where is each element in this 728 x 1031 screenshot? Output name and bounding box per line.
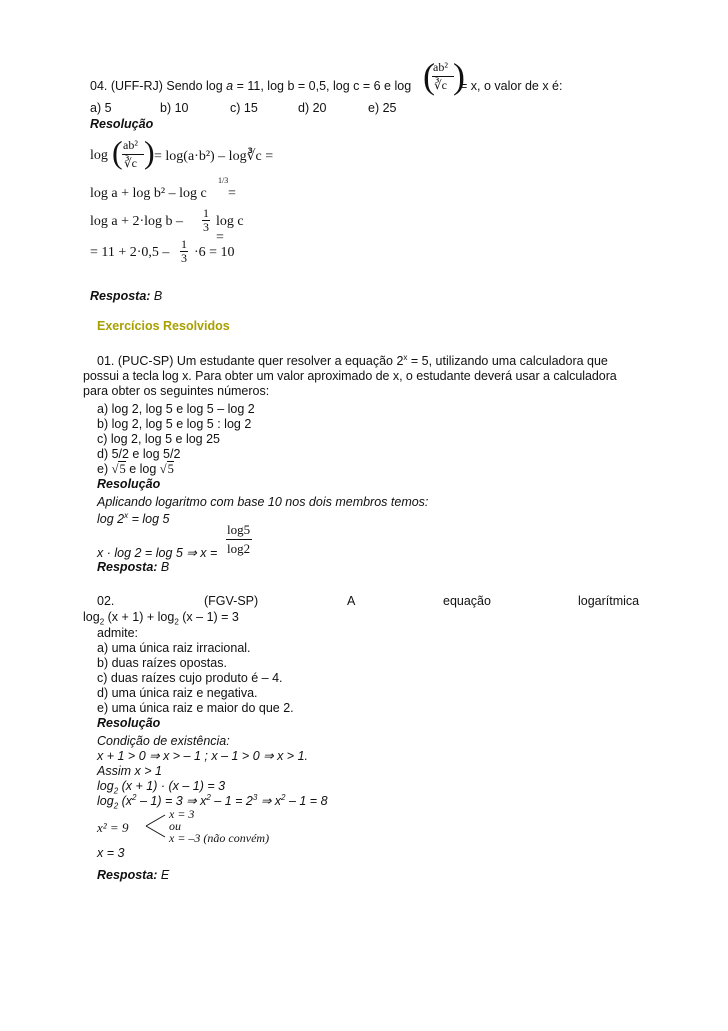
q02-answer: Resposta: E xyxy=(97,868,170,882)
q04-stem: 04. (UFF-RJ) Sendo log a = 11, log b = 0,5, log c = 6 e log xyxy=(90,79,412,93)
q02-final: x = 3 xyxy=(97,846,125,860)
q01-sol-1: Aplicando logaritmo com base 10 nos dois membros temos: xyxy=(97,495,429,509)
q01-option-a: a) log 2, log 5 e log 5 – log 2 xyxy=(97,402,255,416)
q02-option-d: d) uma única raiz e negativa. xyxy=(97,686,258,700)
derivation-line-2: log a + log b² – log c 1/3 = xyxy=(90,176,236,201)
q04-option-d: d) 20 xyxy=(298,101,327,115)
q02-sol-1: Condição de existência: xyxy=(97,734,230,748)
q02-word-3: logarítmica xyxy=(578,594,640,608)
q04-option-e: e) 25 xyxy=(368,101,397,115)
q04-option-b: b) 10 xyxy=(160,101,189,115)
q02-word-2: equação xyxy=(443,594,491,608)
q01-sol-3: x · log 2 = log 5 ⇒ x = xyxy=(97,546,218,560)
q01-line-1: 01. (PUC-SP) Um estudante quer resolver a equação $2^x = 5$, utilizando uma calculadora que xyxy=(97,352,608,368)
q02-option-a: a) uma única raiz irracional. xyxy=(97,641,251,655)
derivation-line-1: log ( ab² ∛c ) = log(a·b²) – log∛c = xyxy=(90,134,274,170)
q04-resolucao-label: Resolução xyxy=(90,117,154,131)
q01-option-c: c) log 2, log 5 e log 25 xyxy=(97,432,220,446)
q04-option-a: a) 5 xyxy=(90,101,112,115)
sqrt-symbol: √5 xyxy=(159,462,174,476)
q01-line-3: para obter os seguintes números: xyxy=(83,384,270,398)
section-heading: Exercícios Resolvidos xyxy=(97,319,230,333)
q01-fraction: log5 log2 xyxy=(227,522,251,556)
derivation-line-4: = 11 + 2·0,5 – $\frac{1}{3}$ ·6 = 10 xyxy=(90,237,235,265)
q01-option-e: e) √5 e log √5 xyxy=(97,462,174,476)
derivation-line-3: log a + 2·log b – $\frac{1}{3}$ log c = xyxy=(90,206,244,245)
q02-option-c: c) duas raízes cujo produto é – 4. xyxy=(97,671,283,685)
q04-stem-end: = x, o valor de x é: xyxy=(460,79,563,93)
q01-line-2: possui a tecla log x. Para obter um valor aproximado de x, o estudante deverá usar a calculadora xyxy=(83,369,617,383)
q02-sol-2: x + 1 > 0 ⇒ x > – 1 ; x – 1 > 0 ⇒ x > 1. xyxy=(97,749,308,763)
q04-option-c: c) 15 xyxy=(230,101,258,115)
q01-sol-2: $\log 2^x = \log 5$ xyxy=(97,510,170,526)
q02-line-2: $\log_2 (x + 1) + \log_2 (x - 1) = 3$ xyxy=(83,610,239,627)
branch-lines xyxy=(145,812,167,840)
q04-fraction: ( ab² ∛c ) xyxy=(423,56,465,96)
sqrt-symbol: √5 xyxy=(111,462,126,476)
q02-sol-4: $\log_2 (x + 1) \cdot (x - 1) = 3$ xyxy=(97,779,226,796)
q02-admite: admite: xyxy=(97,626,138,640)
q02-branch-diagram: x² = 9 x = 3 ou x = –3 (não convém) xyxy=(97,807,270,845)
q02-sol-3: Assim x > 1 xyxy=(97,764,162,778)
q02-word-1: A xyxy=(347,594,356,608)
q02-option-e: e) uma única raiz e maior do que 2. xyxy=(97,701,294,715)
q01-answer: Resposta: B xyxy=(97,560,170,574)
q01-option-b: b) log 2, log 5 e log 5 : log 2 xyxy=(97,417,252,431)
q02-source: (FGV-SP) xyxy=(204,594,259,608)
q02-number: 02. xyxy=(97,594,115,608)
q01-resolucao-label: Resolução xyxy=(97,477,161,491)
q02-sol-5: $\log_2 (x^2 - 1) = 3$ ⇒ $x^2 - 1 = 2^3$ ⇒ $x^2 - 1 = 8$ xyxy=(97,792,328,811)
q01-option-d: d) 5/2 e log 5/2 xyxy=(97,447,181,461)
q02-resolucao-label: Resolução xyxy=(97,716,161,730)
q04-answer: Resposta: B xyxy=(90,289,163,303)
q02-option-b: b) duas raízes opostas. xyxy=(97,656,227,670)
